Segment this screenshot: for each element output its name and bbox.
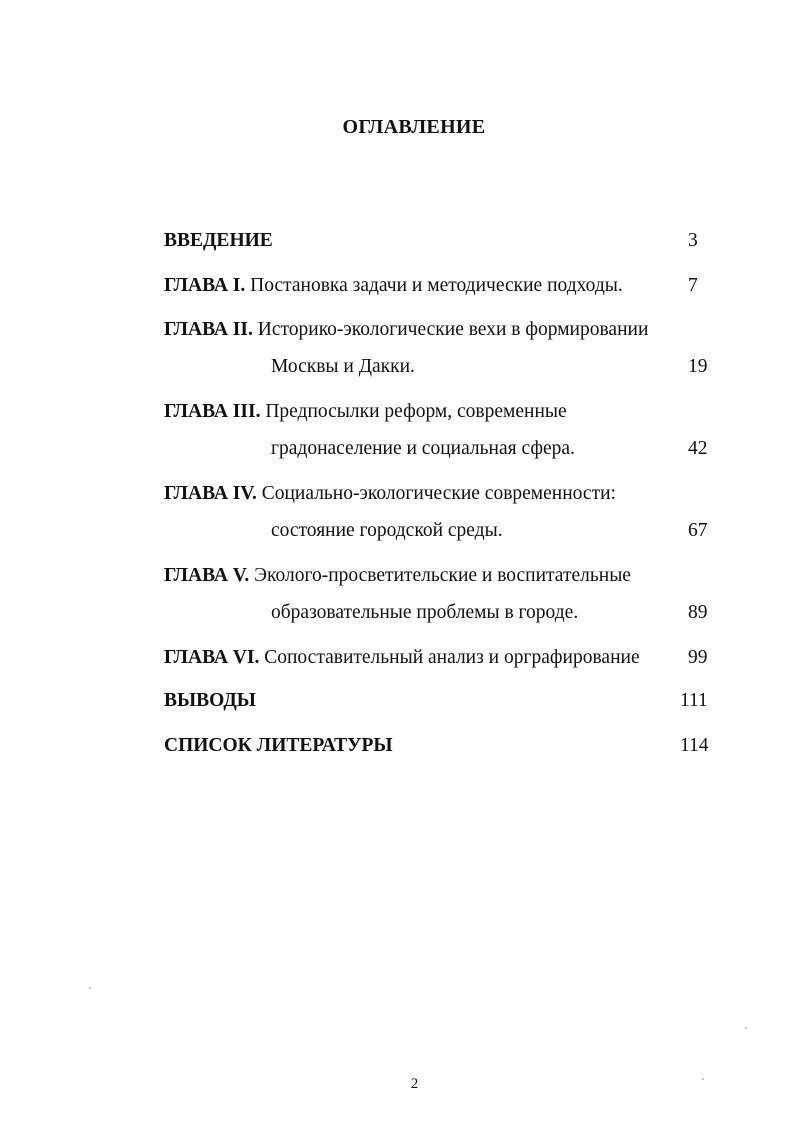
toc-ch3-title-line2: градонаселение и социальная сфера. [271, 438, 575, 459]
page-number: 2 [410, 1076, 419, 1092]
toc-ch6-label: ГЛАВА VI. [164, 647, 260, 668]
toc-ch3-page: 42 [688, 438, 708, 459]
toc-ch2-title-line1: Историко-экологические вехи в формировании [257, 319, 649, 340]
toc-ch5-title-line2: образовательные проблемы в городе. [271, 602, 579, 623]
toc-ch4-title-line1: Социально-экологические современности: [261, 483, 616, 504]
toc-ch6-title: Сопоставительный анализ и орграфирование [264, 647, 640, 668]
toc-ch5-page: 89 [688, 602, 708, 623]
toc-ch2-label: ГЛАВА II. [164, 319, 253, 340]
toc-ch4-page: 67 [688, 520, 708, 541]
toc-ch6-page: 99 [688, 647, 708, 668]
scan-speck [89, 987, 91, 989]
toc-ch1-title: Постановка задачи и методические подходы. [250, 275, 623, 296]
toc-ch3-label: ГЛАВА III. [164, 401, 261, 422]
toc-ch5-label: ГЛАВА V. [164, 565, 250, 586]
toc-ch1-entry[interactable] [164, 274, 623, 298]
toc-references-title[interactable]: СПИСОК ЛИТЕРАТУРЫ [164, 735, 393, 756]
toc-ch1-label: ГЛАВА I. [164, 275, 246, 296]
toc-intro-page: 3 [688, 230, 698, 251]
toc-ch3-entry[interactable] [164, 400, 567, 424]
toc-ch4-label: ГЛАВА IV. [164, 483, 257, 504]
toc-intro-title[interactable]: ВВЕДЕНИЕ [164, 230, 273, 251]
toc-ch6-entry[interactable] [164, 646, 640, 670]
toc-ch4-title-line2: состояние городской среды. [271, 520, 503, 541]
toc-ch1-page: 7 [688, 275, 698, 296]
scan-speck [745, 1027, 747, 1029]
toc-ch4-entry[interactable] [164, 482, 616, 506]
toc-ch5-entry[interactable] [164, 564, 631, 588]
toc-ch2-entry[interactable] [164, 318, 648, 342]
toc-conclusions-title[interactable]: ВЫВОДЫ [164, 690, 256, 711]
toc-ch2-page: 19 [688, 356, 708, 377]
toc-ch3-title-line1: Предпосылки реформ, современные [265, 401, 567, 422]
toc-conclusions-page: 111 [680, 690, 708, 711]
toc-references-page: 114 [680, 735, 709, 756]
scan-speck [702, 1078, 704, 1080]
page-title: ОГЛАВЛЕНИЕ [342, 116, 486, 138]
toc-ch2-title-line2: Москвы и Дакки. [271, 356, 415, 377]
toc-ch5-title-line1: Эколого-просветительские и воспитательные [254, 565, 631, 586]
